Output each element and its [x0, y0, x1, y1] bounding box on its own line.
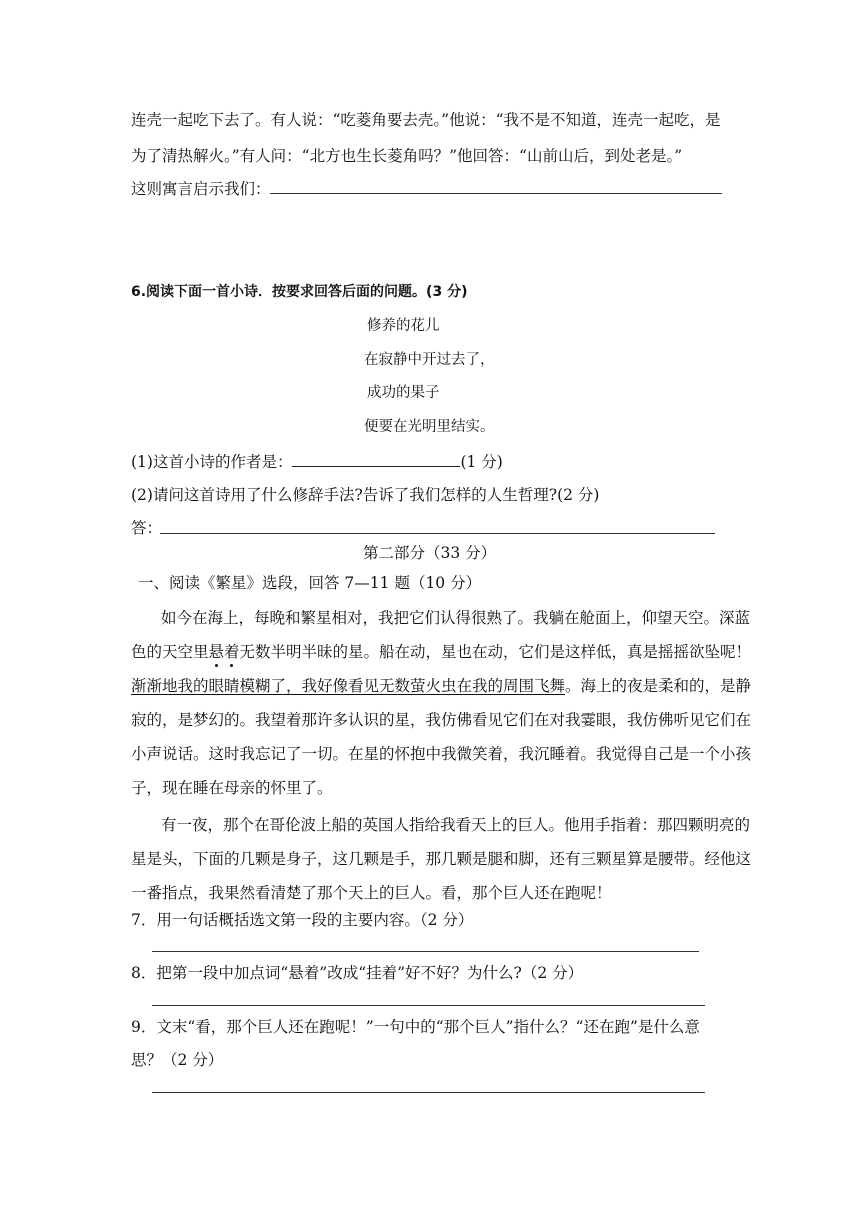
passage-p2-line-3: 一番指点，我果然看清楚了那个天上的巨人。看，那个巨人还在跑呢！	[131, 884, 612, 902]
question-6-1-prompt: (1)这首小诗的作者是：	[131, 453, 293, 471]
answer-blank-6-1[interactable]	[292, 452, 460, 467]
passage-p1-line-1: 如今在海上，每晚和繁星相对，我把它们认得很熟了。我躺在舱面上，仰望天空。深蓝	[161, 609, 751, 627]
underlined-sentence: 渐渐地我的眼睛模糊了，我好像看见无数萤火虫在我的周围飞舞	[131, 677, 566, 695]
question-6-1	[131, 452, 503, 472]
fable-text-line-2: 为了清热解火。”有人问：“北方也生长菱角吗？”他回答：“山前山后，到处老是。”	[131, 147, 683, 165]
answer-line-fable[interactable]	[270, 193, 722, 194]
answer-label-6-2: 答：	[131, 519, 163, 537]
part-2-heading: 第二部分（33 分）	[363, 544, 497, 562]
question-6-2: (2)请问这首诗用了什么修辞手法?告诉了我们怎样的人生哲理?(2 分)	[131, 486, 600, 504]
passage-p1-line-3	[131, 676, 751, 696]
answer-line-6-2[interactable]	[160, 533, 715, 534]
answer-line-9[interactable]	[152, 1092, 705, 1093]
fable-text-line-1: 连壳一起吃下去了。有人说：“吃菱角要去壳。”他说：“我不是不知道，连壳一起吃，是	[131, 111, 721, 129]
passage-p1-line-4: 寂的，是梦幻的。我望着那许多认识的星，我仿佛看见它们在对我霎眼，我仿佛听见它们在	[131, 711, 752, 729]
answer-line-7[interactable]	[152, 951, 699, 952]
section-1-title: 一、阅读《繁星》选段，回答 7—11 题（10 分）	[138, 574, 482, 592]
question-7: 7．用一句话概括选文第一段的主要内容。（2 分）	[131, 911, 474, 929]
dotted-word-char-1: 悬	[208, 643, 225, 661]
passage-p2-line-2: 星是头，下面的几颗是身子，这几颗是手，那几颗是腿和脚，还有三颗星算是腰带。经他这	[131, 850, 752, 868]
question-8: 8．把第一段中加点词“悬着”改成“挂着”好不好？为什么?（2 分）	[131, 964, 584, 982]
question-9-line-2: 思？（2 分）	[131, 1051, 224, 1069]
poem-line-2: 在寂静中开过去了，	[364, 352, 495, 368]
passage-text: 无数半明半昧的星。船在动，星也在动，它们是这样低，真是摇摇欲坠呢！	[239, 643, 752, 661]
answer-line-8[interactable]	[152, 1005, 705, 1006]
poem-line-4: 便要在光明里结实。	[364, 419, 495, 435]
poem-line-3: 成功的果子	[367, 385, 440, 401]
passage-p1-line-2	[131, 642, 751, 662]
passage-p1-line-6: 子，现在睡在母亲的怀里了。	[131, 779, 333, 797]
question-6-title: 6.阅读下面一首小诗．按要求回答后面的问题。(3 分)	[131, 284, 468, 300]
question-9-line-1: 9．文末“看，那个巨人还在跑呢！”一句中的“那个巨人”指什么？“还在跑”是什么意	[131, 1018, 700, 1036]
poem-line-1: 修养的花儿	[367, 318, 440, 334]
question-6-1-score: (1 分)	[460, 453, 503, 471]
passage-p1-line-5: 小声说话。这时我忘记了一切。在星的怀抱中我微笑着，我沉睡着。我觉得自己是一个小孩	[131, 745, 752, 763]
passage-p2-line-1: 有一夜，那个在哥伦波上船的英国人指给我看天上的巨人。他用手指着：那四颗明亮的	[161, 816, 751, 834]
fable-moral-label: 这则寓言启示我们：	[131, 180, 271, 198]
passage-text: 。海上的夜是柔和的，是静	[565, 677, 752, 695]
dotted-word-char-2: 着	[224, 643, 240, 661]
passage-text: 色的天空里	[131, 643, 209, 661]
